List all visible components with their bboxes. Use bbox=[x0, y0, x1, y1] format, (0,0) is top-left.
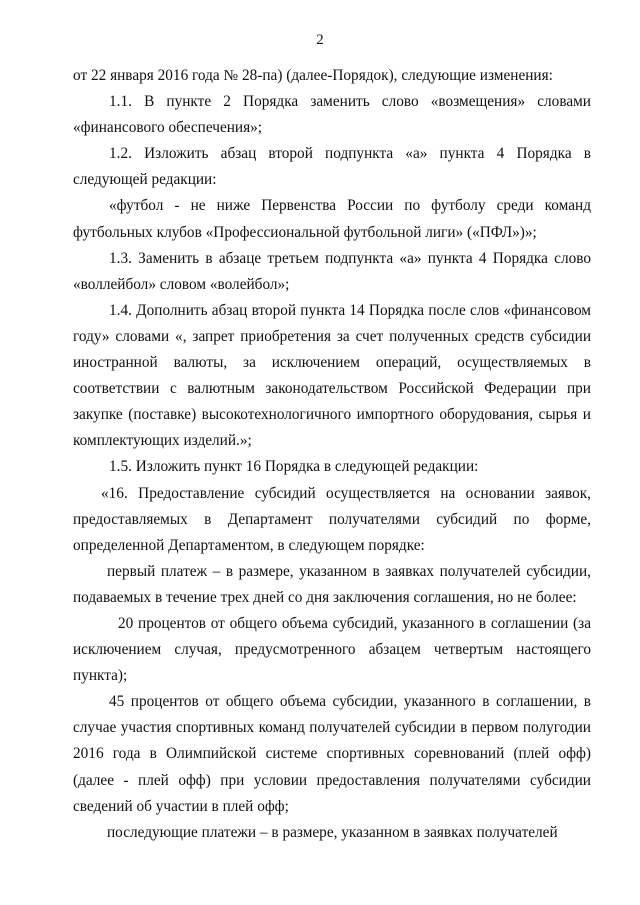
paragraph-1-2: 1.2. Изложить абзац второй подпункта «а» пункта 4 Порядка в следующей редакции: bbox=[73, 145, 591, 189]
page-number: 2 bbox=[316, 32, 324, 48]
paragraph-1-1: 1.1. В пункте 2 Порядка заменить слово «возмещения» словами «финансового обеспечения»; bbox=[73, 93, 591, 137]
paragraph-45-percent: 45 процентов от общего объема субсидии, указанного в соглашении, в случае участия спортивных команд получателей субсидии в первом полугодии 2016 года в Олимпийской системе спортивных соревнований (плей офф) (далее - плей офф) при условии предоставления получателями субсидии сведений об участии в плей офф; bbox=[73, 693, 591, 815]
paragraph-first-payment: первый платеж – в размере, указанном в заявках получателей субсидии, подаваемых в течение трех дней со дня заключения соглашения, но не более: bbox=[73, 562, 591, 606]
paragraph-intro: от 22 января 2016 года № 28-па) (далее-Порядок), следующие изменения: bbox=[73, 67, 553, 84]
paragraph-1-3: 1.3. Заменить в абзаце третьем подпункта «а» пункта 4 Порядка слово «воллейбол» словом «волейбол»; bbox=[73, 249, 591, 293]
paragraph-20-percent: 20 процентов от общего объема субсидий, указанного в соглашении (за исключением случая, предусмотренного абзацем четвертым настоящего пункта); bbox=[73, 614, 591, 685]
paragraph-1-4: 1.4. Дополнить абзац второй пункта 14 Порядка после слов «финансовом году» словами «, запрет приобретения за счет полученных средств субсидии иностранной валюты, за исключением операций, осуществляемых в соответствии с валютным законодательством Российской Федерации при закупке (поставке) высокотехнологичного импортного оборудования, сырья и комплектующих изделий.»; bbox=[73, 301, 591, 450]
paragraph-1-5: 1.5. Изложить пункт 16 Порядка в следующей редакции: bbox=[109, 458, 479, 476]
paragraph-subsequent-payments: последующие платежи – в размере, указанном в заявках получателей bbox=[107, 823, 558, 841]
paragraph-football-quote: «футбол - не ниже Первенства России по футболу среди команд футбольных клубов «Профессиональной футбольной лиги» («ПФЛ»)»; bbox=[73, 197, 591, 241]
paragraph-16-quote: «16. Предоставление субсидий осуществляется на основании заявок, предоставляемых в Департамент получателями субсидий по форме, определенной Департаментом, в следующем порядке: bbox=[73, 484, 591, 554]
document-body bbox=[73, 63, 591, 846]
